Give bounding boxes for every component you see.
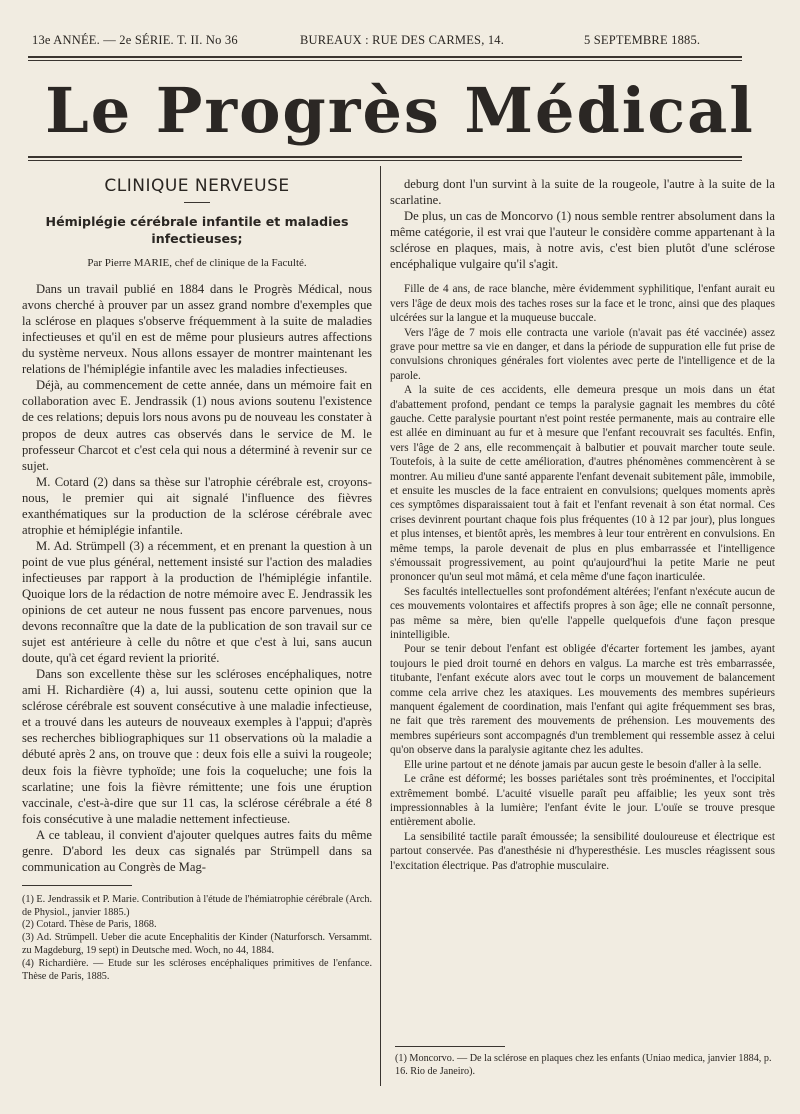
footnote: (2) Cotard. Thèse de Paris, 1868.: [22, 919, 157, 931]
footnote: (3) Ad. Strümpell. Ueber die acute Encephalitis der Kinder (Naturforsch. Versammt. zu Magdeburg, 19 sept) in Deutsche med. Woch, no 44, 1884.: [22, 932, 372, 957]
case-paragraph: Elle urine partout et ne dénote jamais par aucun geste le besoin d'aller à la selle.: [404, 758, 762, 771]
header-rule-top: [28, 56, 742, 58]
bureaux-address: BUREAUX : RUE DES CARMES, 14.: [300, 33, 505, 47]
footnote-rule: [22, 885, 132, 886]
title-dash: [184, 202, 210, 203]
article-title: Hémiplégie cérébrale infantile et maladies infectieuses;: [45, 214, 349, 247]
case-paragraph: Fille de 4 ans, de race blanche, mère évidemment syphilitique, l'enfant aurait eu vers l'âge de deux mois des taches roses sur la face et le tronc, ainsi que des plaques ulcérées sur la langue et la muqueuse buccale.: [390, 283, 775, 325]
case-report: [390, 282, 775, 873]
footnote: (4) Richardière. — Etude sur les scléroses encéphaliques primitives de l'enfance. Thèse de Paris, 1885.: [22, 957, 372, 982]
header-rule-thin: [28, 60, 742, 61]
case-paragraph: Le crâne est déformé; les bosses pariétales sont très proéminentes, et l'occipital extrêmement bombé. L'acuité visuelle paraît peu affaiblie; les yeux sont très impressionnables à la lumière; l'enfant évite le jour. L'ouïe se trouve presque entièrement abolie.: [390, 773, 775, 829]
case-paragraph: Ses facultés intellectuelles sont profondément altérées; l'enfant n'exécute aucun de ces mouvements volontaires et affectifs propres à son âge; elle ne connaît personne, pas même sa mère, bien qu'elle l'appelle quelquefois d'une façon presque inintelligible.: [390, 585, 775, 642]
paragraph: M. Cotard (2) dans sa thèse sur l'atrophie cérébrale est, croyons-nous, le premier qui ait signalé l'influence des fièvres exanthématiques sur la production de la sclérose cérébrale avec atrophie et hémiplégie infantile.: [22, 474, 372, 537]
issue-number: 13e ANNÉE. — 2e SÉRIE. T. II. No 36: [32, 33, 238, 47]
case-paragraph: Pour se tenir debout l'enfant est obligée d'écarter fortement les jambes, ayant toujours le pied droit tourné en dehors en valgus. La marche est très embarrassée, titubante, l'enfant exécute alors avec tout le corps un mouvement de balancement comme cela arrive chez les ataxiques. Les mouvements des membres supérieurs manquent également de coordination, mais l'enfant qui agite fréquemment ses bras, ne fait que très rarement des mouvements de préhension. Les mouvements des membres supérieurs sont accompagnés d'un tremblement qui ressemble assez à celui qu'on observe dans la paralysie agitante chez les adultes.: [390, 643, 775, 757]
right-column: [390, 176, 775, 873]
column-divider: [380, 166, 381, 1086]
right-footnotes: [395, 1046, 775, 1079]
paragraph: M. Ad. Strümpell (3) a récemment, et en prenant la question à un point de vue plus général, nettement insisté sur l'action des maladies infectieuses par rapport à la production de l'hémiplégie infantile. Quoique lors de la rédaction de notre mémoire avec E. Jendrassik les opinions de cet auteur ne nous fussent pas encore parvenues, nous devons reconnaître que la date de la publication de son travail sur ce sujet est antérieure à celle du nôtre et que c'est à lui, sans aucun doute, qu'à cet égard revient la priorité.: [22, 538, 372, 666]
case-paragraph: La sensibilité tactile paraît émoussée; la sensibilité douloureuse et électrique est partout conservée. Pas d'anesthésie ni d'hyperesthésie. Les muscles réagissent sous l'excitation électrique. Pas d'atrophie musculaire.: [390, 830, 775, 872]
paragraph: De plus, un cas de Moncorvo (1) nous semble rentrer absolument dans la même catégorie, il est vrai que l'auteur le considère comme appartenant à la sclérose en plaques, mais, à notre avis, c'est bien plutôt d'une sclérose encéphalique vulgaire qu'il s'agit.: [390, 209, 775, 272]
masthead-title: Le Progrès Médical: [45, 74, 755, 147]
left-column: [22, 176, 372, 983]
case-paragraph: A la suite de ces accidents, elle demeura presque un mois dans un état d'abattement profond, pendant ce temps la paralysie gagnait les membres du côté gauche. Cette paralysie pourtant n'est point restée permanente, mais au contraire elle est allée en diminuant au fur et à mesure que l'enfant recouvrait ses facultés. Enfin, vers l'âge de 2 ans, elle recommençait à balbutier et pouvait marcher toute seule. Toutefois, à la suite de cette amélioration, d'autres phénomènes commencèrent à se montrer. Au milieu d'une santé apparente l'enfant devenait subitement pâle, immobile, et ensuite les muscles de la face entraient en convulsions; quelques moments après ces symptômes disparaissaient tout à fait et l'enfant revenait à son état normal. Ces crises devinrent pourtant chaque fois plus fréquentes (10 à 12 par jour), plus longues et plus intenses, et bientôt après, les membres à leur tour entrèrent en convulsions. En même temps, la parole devenait de plus en plus embarrassée et l'intelligence s'émoussait progressivement, au point qu'aujourd'hui la petite Marie ne peut prononcer qu'un seul mot mâmá, et cela même d'une façon inarticulée.: [390, 384, 775, 584]
paragraph: Déjà, au commencement de cette année, dans un mémoire fait en collaboration avec E. Jendrassik (1) nous avions soutenu l'existence de ces relations; depuis lors nous avons pu de nouveau les constater à propos de deux autres cas observés dans le service de M. le professeur Charcot et c'est cela qui nous a déterminé à revenir sur ce sujet.: [22, 378, 372, 473]
paragraph: Dans son excellente thèse sur les scléroses encéphaliques, notre ami H. Richardière (4) a, lui aussi, soutenu cette opinion que la sclérose cérébrale est souvent consécutive à une maladie infectieuse, et a trouvé dans les auteurs de nouveaux exemples à l'appui; d'après ses recherches bibliographiques sur 11 observations où la maladie a débuté après 2 ans, on trouve que : deux fois elle a suivi la rougeole; deux fois la fièvre typhoïde; une fois la coqueluche; une fois la scarlatine; une fois la fièvre rémittente; une fois une éruption vaccinale, c'est-à-dire que sur 11 cas, la sclérose cérébrale a été 8 fois consécutive à une maladie nettement infectieuse.: [22, 667, 372, 826]
section-title: CLINIQUE NERVEUSE: [104, 176, 290, 196]
masthead-rule-thin: [28, 160, 742, 161]
paragraph: Dans un travail publié en 1884 dans le Progrès Médical, nous avons cherché à prouver par un assez grand nombre d'exemples que la sclérose en plaques s'observe fréquemment à la suite de maladies infectieuses et qu'il en est de même pour plusieurs autres affections du système nerveux. Nous allons essayer de montrer maintenant les relations de l'hémiplégie infantile avec les maladies infectieuses.: [22, 282, 372, 377]
footnote-rule: [395, 1046, 505, 1047]
paragraph: A ce tableau, il convient d'ajouter quelques autres faits du même genre. D'abord les deux cas signalés par Strümpell dans sa communication au Congrès de Mag-: [22, 827, 372, 874]
case-paragraph: Vers l'âge de 7 mois elle contracta une variole (n'avait pas été vaccinée) assez grave pour mettre sa vie en danger, et dans la période de suppuration elle fut prise de convulsions chroniques générales fort violentes avec perte de l'intelligence et de la parole.: [390, 326, 775, 382]
footnote: (1) E. Jendrassik et P. Marie. Contribution à l'étude de l'hémiatrophie cérébrale (Arch. de Physiol., janvier 1885.): [22, 893, 372, 918]
issue-date: 5 SEPTEMBRE 1885.: [584, 33, 701, 47]
footnote: (1) Moncorvo. — De la sclérose en plaques chez les enfants (Uniao medica, janvier 1884, p. 16. Rio de Janeiro).: [395, 1053, 772, 1077]
paragraph: deburg dont l'un survint à la suite de la rougeole, l'autre à la suite de la scarlatine.: [390, 177, 775, 208]
masthead-rule: [28, 156, 742, 158]
article-byline: Par Pierre MARIE, chef de clinique de la Faculté.: [87, 257, 307, 270]
